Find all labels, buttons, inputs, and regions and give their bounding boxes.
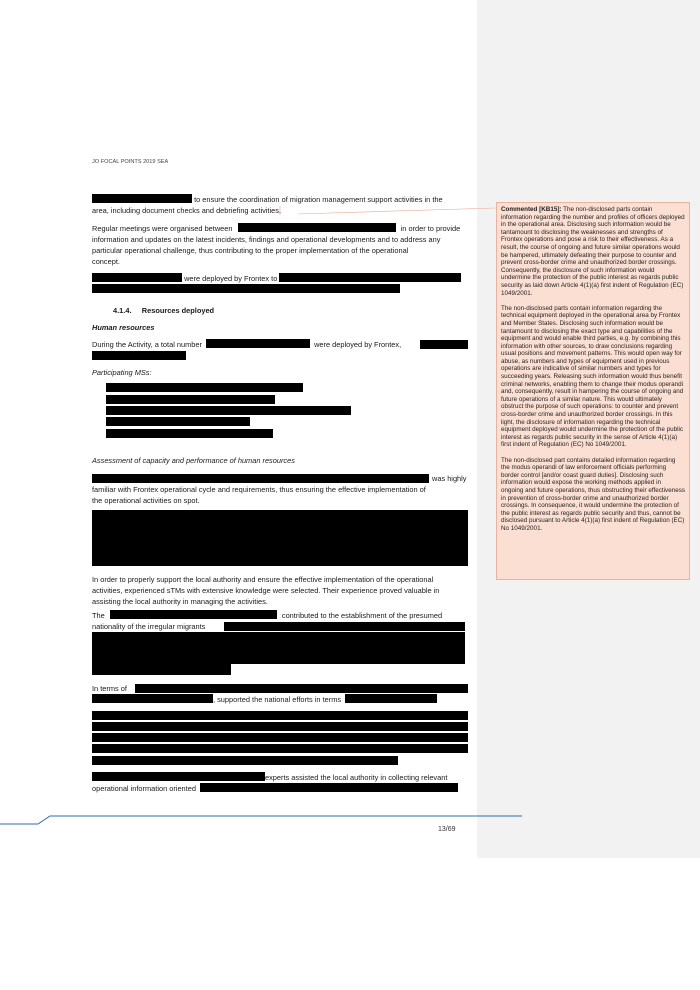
paragraph-9-line-2: operational information oriented xyxy=(92,783,458,794)
paragraph-9-line-1: experts assisted the local authority in collecting relevant xyxy=(92,772,447,783)
paragraph-3-line-1: were deployed by Frontex to xyxy=(92,273,461,284)
paragraph-2-line-4: concept. xyxy=(92,257,120,266)
running-header: JO FOCAL POINTS 2019 SEA xyxy=(92,159,169,165)
paragraph-7-line-1: The contributed to the establishment of the presumed xyxy=(92,611,443,620)
paragraph-1-line-2: area, including document checks and debriefing activities. xyxy=(92,206,281,215)
comment-connector xyxy=(290,206,500,216)
redaction-box xyxy=(92,474,429,483)
redaction-box xyxy=(92,733,468,742)
paragraph-4-line-1: During the Activity, a total number were deployed by Frontex, xyxy=(92,340,402,349)
comment-paragraph-1: Commented [KB15]: The non-disclosed parts contain information regarding the number and profiles of officers deployed in the operational area. Disclosing such information would be tantamount to disclosing the weaknesses and strengths of Frontex operations and pose a risk to their effectiveness. As a result, the course of ongoing and future similar operations would be hampered, ultimately defeating their purpose to counter and prevent cross-border crime and unauthorized border crossings. Consequently, the disclosure of such information would undermine the protection of the public interest as regards public security as laid down Article 4(1)(a) first indent of Regulation (EC) 1049/2001. xyxy=(501,206,685,297)
comment-paragraph-2: The non-disclosed parts contain information regarding the technical equipment deployed in the operational area by Frontex and Member States. Disclosing such information would be tantamount to disclosing the exact type and capabilities of the equipment and would enable third parties, e.g. by combining this information with other sources, to draw conclusions regarding usual positions and movement patterns. This would open way for abuse, as numbers and types of equipment used in previous operations are indicative of similar numbers and types for succeeding years. Releasing such information would thus benefit criminal networks, enabling them to change their modus operandi and, consequently, result in hampering the course of ongoing and future operations of a similar nature. This would ultimately obstruct the purpose of such operations: to counter and prevent cross-border crime and unauthorized border crossings. In this light, the disclosure of information regarding the technical equipment deployed would undermine the protection of the public interest as regards public security in the sense of Article 4(1)(a) first indent of Regulation (EC) No 1049/2001. xyxy=(501,304,684,449)
redaction-box xyxy=(92,284,400,293)
redaction-box xyxy=(92,744,468,753)
comment-label: Commented [KB15]: xyxy=(501,206,562,213)
paragraph-2-line-2: information and updates on the latest incidents, findings and operational developments and to address any xyxy=(92,235,441,244)
comment-balloon[interactable] xyxy=(496,202,690,580)
redaction-box xyxy=(92,694,213,703)
redaction-box xyxy=(345,694,437,703)
section-heading: 4.1.4. Resources deployed xyxy=(113,306,215,315)
redaction-box xyxy=(224,622,465,631)
paragraph-8-line-1: In terms of xyxy=(92,684,127,693)
redacted-list-item xyxy=(106,417,250,426)
redaction-box xyxy=(238,223,396,232)
paragraph-1-line-1: to ensure the coordination of migration management support activities in the xyxy=(92,194,443,205)
subheading-assessment: Assessment of capacity and performance of human resources xyxy=(92,456,295,465)
redaction-box xyxy=(92,664,231,675)
redacted-list-item xyxy=(106,383,303,392)
paragraph-8-line-2: , supported the national efforts in terms xyxy=(92,694,437,705)
paragraph-7-line-2: nationality of the irregular migrants xyxy=(92,622,206,631)
participating-ms-label: Participating MSs: xyxy=(92,368,152,377)
redaction-box xyxy=(92,194,192,203)
paragraph-6-line-2: activities, experienced sTMs with extensive knowledge were selected. Their experience proved valuable in xyxy=(92,586,440,595)
paragraph-6-line-3: assisting the local authority in managing the activities. xyxy=(92,597,268,606)
redaction-box xyxy=(92,722,468,731)
subheading-human-resources: Human resources xyxy=(92,323,155,332)
redaction-box xyxy=(92,772,265,781)
paragraph-5-line-1-end: was highly xyxy=(432,474,467,483)
redacted-block xyxy=(92,510,468,566)
redaction-box xyxy=(200,783,458,792)
redaction-box xyxy=(110,610,277,619)
redaction-box xyxy=(92,756,398,765)
redacted-list-item xyxy=(106,406,351,415)
redaction-box xyxy=(92,273,182,282)
redaction-box xyxy=(92,711,468,720)
redaction-box xyxy=(420,340,468,349)
redaction-box xyxy=(279,273,461,282)
redaction-box xyxy=(206,339,310,348)
paragraph-5-line-3: the operational activities on spot. xyxy=(92,496,200,505)
paragraph-2-line-1: Regular meetings were organised between in order to provide xyxy=(92,224,461,233)
redaction-box xyxy=(135,684,468,693)
page-number: 13/69 xyxy=(438,826,456,833)
redacted-block xyxy=(92,632,465,664)
paragraph-6-line-1: In order to properly support the local authority and ensure the effective implementation of the operational xyxy=(92,575,434,584)
paragraph-5-line-2: familiar with Frontex operational cycle and requirements, thus ensuring the effective implementation of xyxy=(92,485,426,494)
redaction-box xyxy=(92,351,186,360)
redacted-list-item xyxy=(106,395,275,404)
redacted-list-item xyxy=(106,429,273,438)
comment-anchor[interactable]: . xyxy=(278,206,281,215)
comment-paragraph-3: The non-disclosed part contains detailed information regarding the modus operandi of law enforcement officials performing border control [and/or coast guard duties]. Disclosing such information would expose the working methods applied in ongoing and future operations, thus obstructing their effectiveness in prevention of cross-border crime and unauthorized border crossings. In consequence, it would undermine the protection of the public interest as regards public security and thus, cannot be disclosed pursuant to Article 4(1)(a) first indent of Regulation (EC) No 1049/2001. xyxy=(501,456,686,532)
paragraph-2-line-3: particular operational challenge, thus contributing to the proper implementation of the operational xyxy=(92,246,409,255)
